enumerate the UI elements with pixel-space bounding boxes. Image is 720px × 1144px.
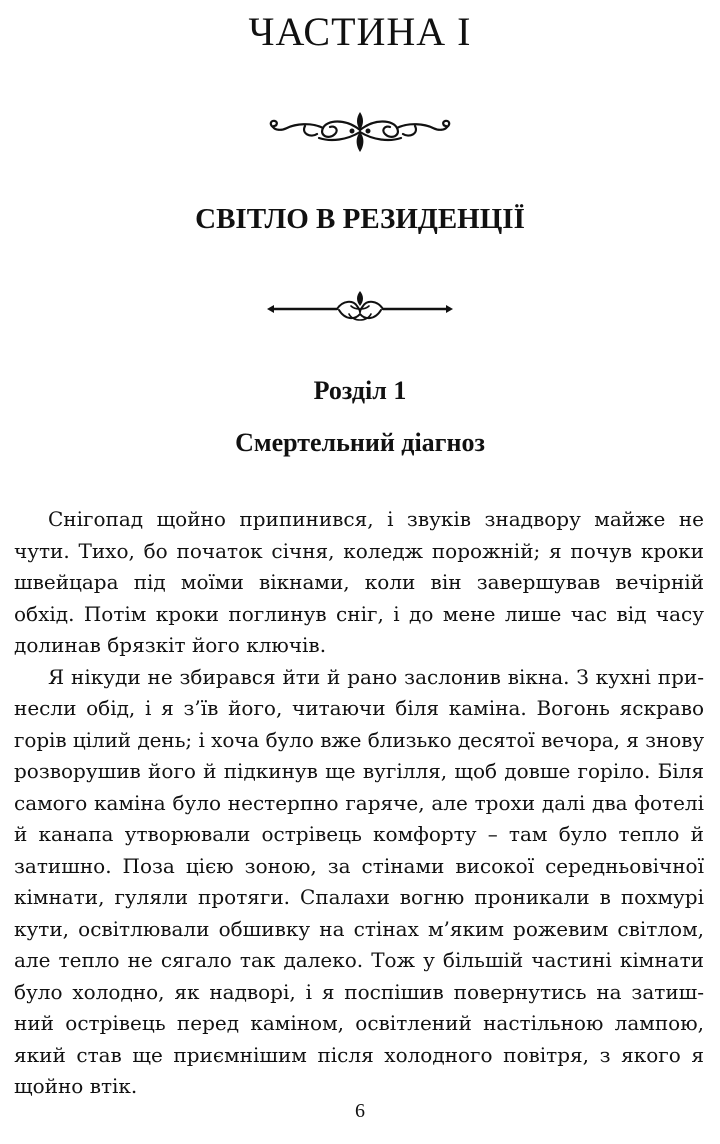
chapter-number: Розділ 1 — [313, 376, 407, 405]
text-line: щойно втік. — [14, 1074, 138, 1098]
flourish-line-icon — [265, 288, 455, 330]
chapter-title: Смертельний діагноз — [235, 428, 485, 457]
text-line: Я нікуди не збирався йти й рано заслонив вікна. З кухні при- — [48, 664, 704, 689]
text-line: розворушив його й підкинув ще вугілля, щоб довше горіло. Біля — [14, 759, 704, 783]
text-line: обхід. Потім кроки поглинув сніг, і до мене лише час від часу — [14, 601, 704, 626]
ornament-divider-bottom — [0, 288, 720, 330]
scroll-ornament-icon — [265, 108, 455, 156]
page-number: 6 — [355, 1100, 365, 1122]
text-line: швейцара під моїми вікнами, коли він завершував вечірній — [14, 570, 704, 594]
text-line: горів цілий день; і хоча було вже близько десятої вечора, я знову — [14, 727, 704, 752]
text-line: кімнати, гуляли протяги. Спалахи вогню проникали в похмурі — [14, 885, 704, 909]
section-title: СВІТЛО В РЕЗИДЕНЦІЇ — [195, 203, 525, 235]
text-line: затишно. Поза цією зоною, за стінами високої середньовічної — [14, 853, 704, 878]
text-line: несли обід, і я з’їв його, читаючи біля каміна. Вогонь яскраво — [14, 696, 704, 720]
text-line: було холодно, як надворі, і я поспішив повернутись на затиш- — [14, 979, 704, 1004]
paragraph — [14, 504, 704, 662]
text-line: але тепло не сягало так далеко. Тож у більшій частині кімнати — [14, 948, 704, 972]
text-line: кути, освітлювали обшивку на стінах м’яким рожевим світлом, — [14, 916, 704, 941]
text-line: який став ще приємнішим після холодного повітря, з якого я — [14, 1042, 704, 1067]
ornament-divider-top — [0, 108, 720, 156]
text-line: долинав брязкіт його ключів. — [14, 633, 327, 657]
text-line: чути. Тихо, бо початок січня, коледж порожній; я почув кроки — [14, 538, 704, 563]
text-line: ний острівець перед каміном, освітлений настільною лампою, — [14, 1011, 704, 1035]
text-line: Снігопад щойно припинився, і звуків знадвору майже не — [48, 507, 704, 531]
text-line: й канапа утворювали острівець комфорту – там було тепло й — [14, 822, 704, 846]
paragraph — [14, 662, 704, 1103]
body-text — [14, 504, 704, 1103]
text-line: самого каміна було нестерпно гаряче, але трохи далі два фотелі — [14, 790, 704, 815]
part-title: ЧАСТИНА I — [248, 9, 472, 54]
